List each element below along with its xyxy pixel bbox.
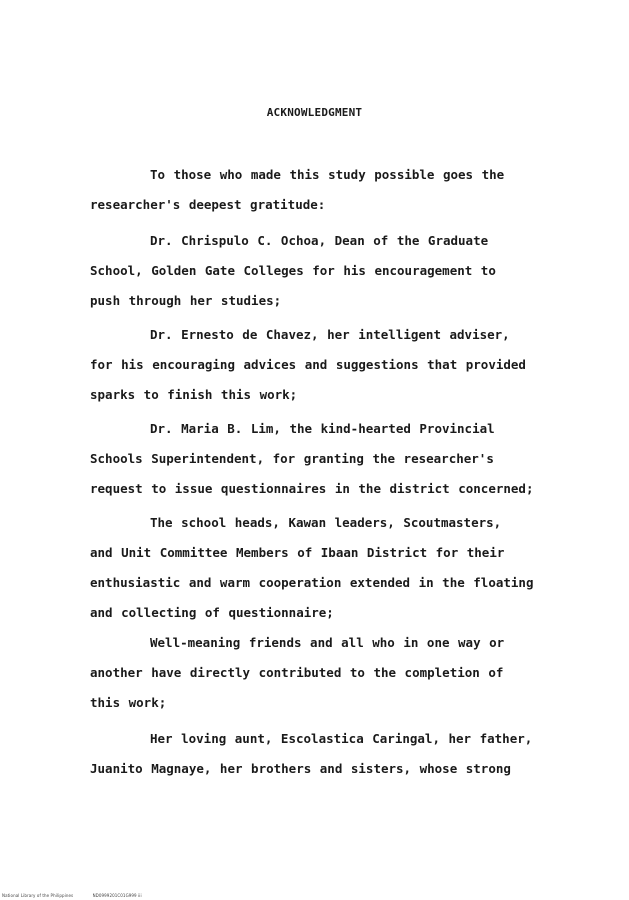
paragraph-line: and Unit Committee Members of Ibaan District for their bbox=[90, 545, 505, 560]
paragraph-line: for his encouraging advices and suggestions that provided bbox=[90, 357, 526, 372]
paragraph-line: researcher's deepest gratitude: bbox=[90, 197, 326, 212]
paragraph-line: The school heads, Kawan leaders, Scoutmasters, bbox=[150, 515, 502, 530]
paragraph-4 bbox=[90, 414, 560, 504]
paragraph-line: request to issue questionnaires in the district concerned; bbox=[90, 481, 534, 496]
paragraph-5 bbox=[90, 508, 560, 628]
paragraph-2 bbox=[90, 226, 560, 316]
paragraph-line: To those who made this study possible goes the bbox=[150, 167, 505, 182]
paragraph-3 bbox=[90, 320, 560, 410]
paragraph-line: sparks to finish this work; bbox=[90, 387, 298, 402]
paragraph-line: Juanito Magnaye, her brothers and sisters, whose strong bbox=[90, 761, 511, 776]
page-title: ACKNOWLEDGMENT bbox=[266, 106, 363, 119]
footer-code: ND0999201C01G999 iii bbox=[92, 893, 142, 898]
paragraph-line: Dr. Ernesto de Chavez, her intelligent adviser, bbox=[150, 327, 510, 342]
paragraph-line: another have directly contributed to the completion of bbox=[90, 665, 504, 680]
footer-source: National Library of the Philippines bbox=[2, 893, 74, 898]
paragraph-line: Schools Superintendent, for granting the researcher's bbox=[90, 451, 494, 466]
paragraph-line: this work; bbox=[90, 695, 167, 710]
paragraph-line: Dr. Chrispulo C. Ochoa, Dean of the Graduate bbox=[150, 233, 489, 248]
paragraph-1 bbox=[90, 160, 560, 220]
paragraph-line: push through her studies; bbox=[90, 293, 282, 308]
paragraph-line: Her loving aunt, Escolastica Caringal, her father, bbox=[150, 731, 533, 746]
paragraph-7 bbox=[90, 724, 560, 784]
scan-footer bbox=[2, 893, 142, 898]
paragraph-line: enthusiastic and warm cooperation extended in the floating bbox=[90, 575, 534, 590]
paragraph-line: School, Golden Gate Colleges for his encouragement to bbox=[90, 263, 496, 278]
paragraph-6 bbox=[90, 628, 560, 718]
paragraph-line: Dr. Maria B. Lim, the kind-hearted Provincial bbox=[150, 421, 495, 436]
paragraph-line: Well-meaning friends and all who in one way or bbox=[150, 635, 505, 650]
paragraph-line: and collecting of questionnaire; bbox=[90, 605, 334, 620]
